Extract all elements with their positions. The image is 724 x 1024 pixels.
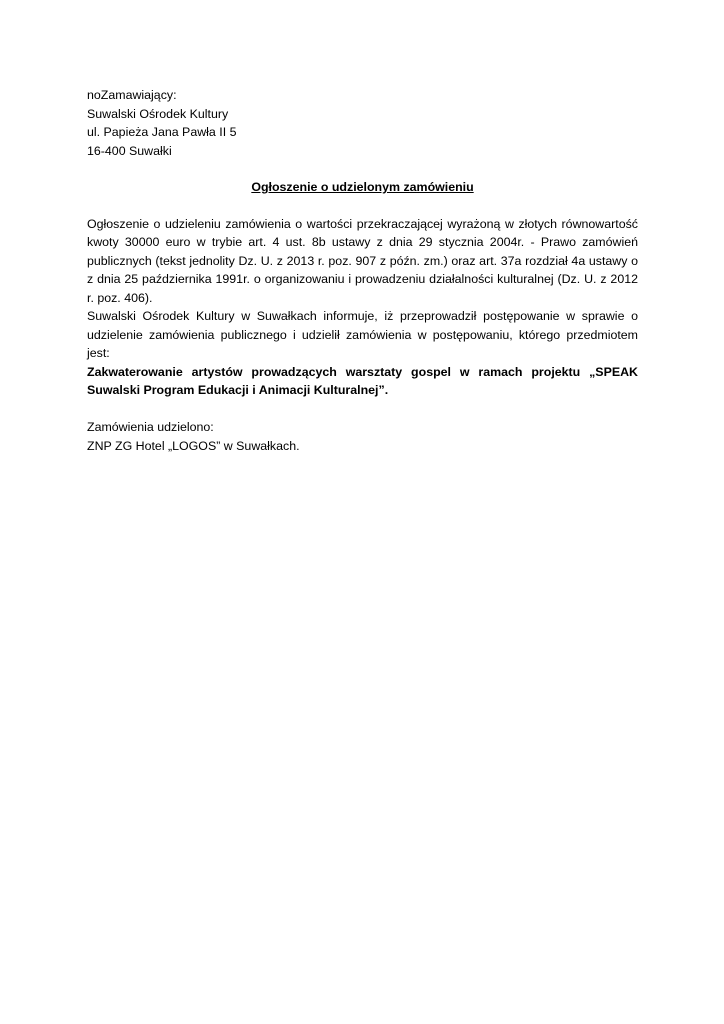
awarded-label: Zamówienia udzielono: xyxy=(87,420,214,434)
spacer xyxy=(87,400,638,419)
order-subject: Zakwaterowanie artystów prowadzących warsztaty gospel w ramach projektu „SPEAK Suwalski Program Edukacji i Animacji Kulturalnej”. xyxy=(87,364,638,397)
document-content xyxy=(87,86,638,455)
awarded-to: ZNP ZG Hotel „LOGOS” w Suwałkach. xyxy=(87,438,300,453)
paragraph-legal-basis: Ogłoszenie o udzieleniu zamówienia o wartości przekraczającej wyrażoną w złotych równowartość kwoty 30000 euro w trybie art. 4 ust. 8b ustawy z dnia 29 stycznia 2004r. - Prawo zamówień publicznych (tekst jednolity Dz. U. z 2013 r. poz. 907 z późn. zm.) oraz art. 37a rozdział 4a ustawy o z dnia 25 października 1991r. o organizowaniu i prowadzeniu działalności kulturalnej (Dz. U. z 2012 r. poz. 406). xyxy=(87,216,638,305)
address-line-4: 16-400 Suwałki xyxy=(87,143,172,158)
address-line-2: Suwalski Ośrodek Kultury xyxy=(87,106,229,121)
address-line-3: ul. Papieża Jana Pawła II 5 xyxy=(87,125,237,139)
document-title: Ogłoszenie o udzielonym zamówieniu xyxy=(251,180,474,194)
address-block xyxy=(87,86,638,160)
address-line-1: noZamawiający: xyxy=(87,88,177,102)
paragraph-information: Suwalski Ośrodek Kultury w Suwałkach informuje, iż przeprowadził postępowanie w sprawie o udzielenie zamówienia publicznego i udzielił zamówienia w postępowaniu, którego przedmiotem jest: xyxy=(87,309,638,360)
